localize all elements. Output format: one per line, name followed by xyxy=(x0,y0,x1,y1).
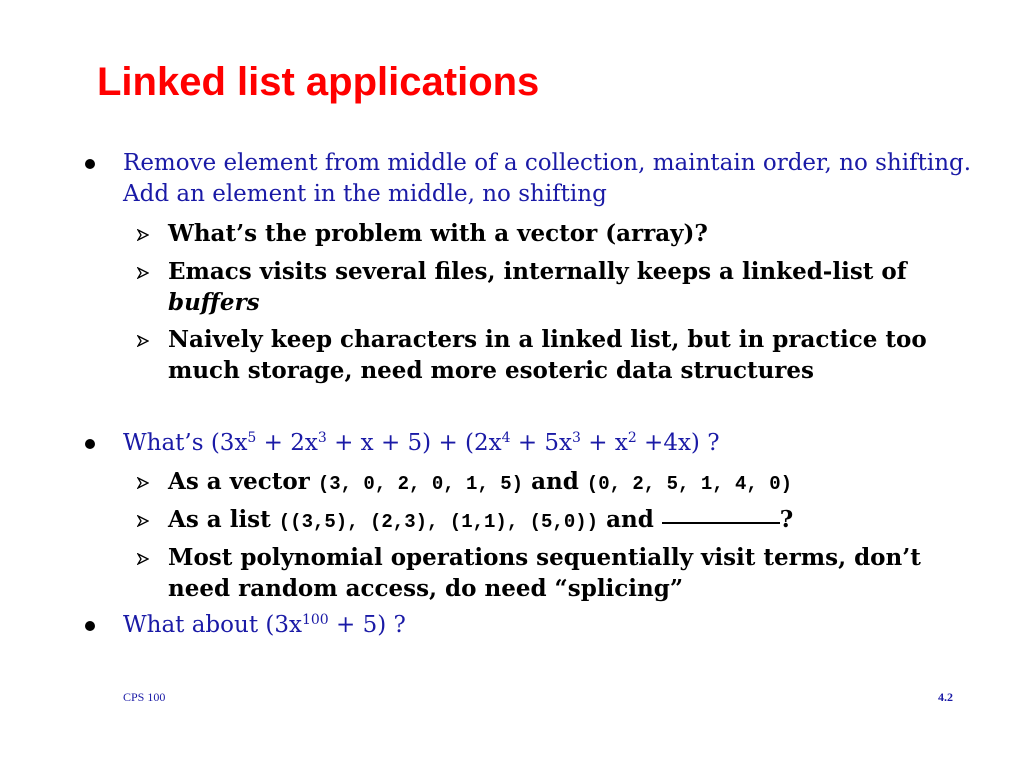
footer-page-number: 4.2 xyxy=(938,690,953,704)
footer-course: CPS 100 xyxy=(123,690,166,704)
poly-text-4: + 5x xyxy=(510,430,573,456)
exponent: 4 xyxy=(501,430,511,446)
bullet-dot-icon xyxy=(85,621,95,631)
sub-bullet-text: What’s the problem with a vector (array)? xyxy=(168,220,708,247)
sub-bullet-vector-problem xyxy=(168,218,958,249)
sub-bullet-text: Naively keep characters in a linked list, but in practice too much storage, need more esoteric data structures xyxy=(168,326,927,384)
arrow-bullet-icon xyxy=(137,553,149,565)
conjunction: and xyxy=(531,468,579,495)
list-code: ((3,5), (2,3), (1,1), (5,0)) xyxy=(278,511,599,533)
question-mark: ? xyxy=(779,506,794,533)
poly-text-2: + 2x xyxy=(256,430,318,456)
exponent: 3 xyxy=(572,430,581,446)
conjunction: and xyxy=(606,506,654,533)
poly-text-5: + x xyxy=(580,430,628,456)
sub-bullet-as-list xyxy=(168,504,958,538)
exponent: 100 xyxy=(301,612,329,628)
vector-code-1: (3, 0, 2, 0, 1, 5) xyxy=(317,473,524,495)
fill-in-blank xyxy=(662,521,780,524)
arrow-bullet-icon xyxy=(137,515,149,527)
arrow-bullet-icon xyxy=(137,477,149,489)
sub-bullet-italic-word: buffers xyxy=(168,289,260,316)
sub-bullet-text: Most polynomial operations sequentially visit terms, don’t need random access, do need “splicing” xyxy=(168,544,921,602)
exponent: 5 xyxy=(247,430,257,446)
bullet-text-1: What about (3x xyxy=(123,612,302,638)
slide-title: Linked list applications xyxy=(97,60,540,104)
arrow-bullet-icon xyxy=(137,267,149,279)
bullet-text-2: + 5) ? xyxy=(328,612,406,638)
arrow-bullet-icon xyxy=(137,335,149,347)
sub-bullet-text: As a vector xyxy=(168,468,310,495)
sub-bullet-emacs xyxy=(168,256,958,318)
poly-text-1: What’s (3x xyxy=(123,430,248,456)
exponent: 2 xyxy=(627,430,637,446)
bullet-text: Remove element from middle of a collection, maintain order, no shifting. Add an element in the middle, no shifting xyxy=(123,150,972,207)
vector-code-2: (0, 2, 5, 1, 4, 0) xyxy=(586,473,793,495)
bullet-what-about xyxy=(123,610,973,641)
bullet-dot-icon xyxy=(85,159,95,169)
poly-text-6: +4x) ? xyxy=(636,430,720,456)
bullet-linked-list-use xyxy=(123,148,973,210)
arrow-bullet-icon xyxy=(137,229,149,241)
bullet-polynomial xyxy=(123,428,973,459)
sub-bullet-text: As a list xyxy=(168,506,271,533)
poly-text-3: + x + 5) + (2x xyxy=(326,430,502,456)
exponent: 3 xyxy=(317,430,327,446)
sub-bullet-as-vector xyxy=(168,466,958,500)
sub-bullet-text: Emacs visits several files, internally keeps a linked-list of xyxy=(168,258,907,285)
sub-bullet-naive-characters xyxy=(168,324,958,386)
bullet-dot-icon xyxy=(85,439,95,449)
sub-bullet-polynomial-ops xyxy=(168,542,958,604)
